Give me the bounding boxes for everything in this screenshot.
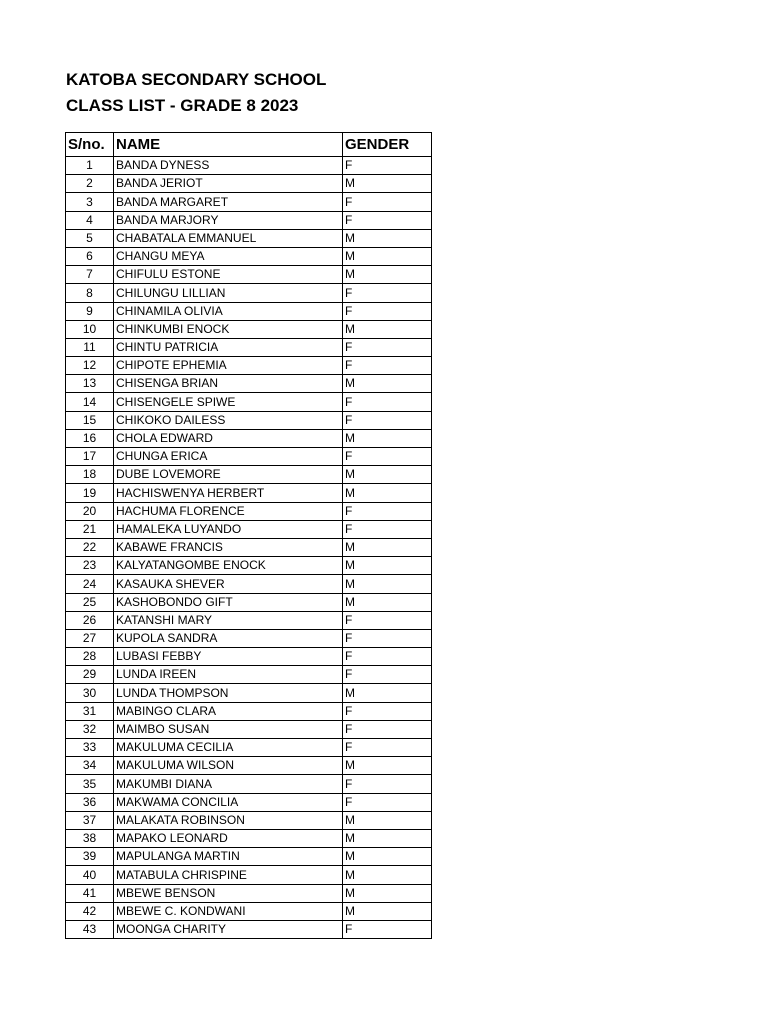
gender-cell: F [343,357,432,375]
gender-cell: M [343,557,432,575]
name-cell: CHINTU PATRICIA [114,338,343,356]
sno-cell: 35 [66,775,114,793]
gender-cell: M [343,684,432,702]
name-cell: CHANGU MEYA [114,247,343,265]
table-row [66,702,432,720]
name-cell: CHISENGA BRIAN [114,375,343,393]
gender-cell: F [343,611,432,629]
gender-cell: F [343,666,432,684]
table-header-row [66,133,432,157]
table-row [66,429,432,447]
table-row [66,320,432,338]
name-cell: MAKWAMA CONCILIA [114,793,343,811]
sno-cell: 17 [66,448,114,466]
gender-cell: M [343,593,432,611]
gender-cell: M [343,375,432,393]
name-cell: MALAKATA ROBINSON [114,811,343,829]
table-row [66,684,432,702]
name-cell: CHIKOKO DAILESS [114,411,343,429]
column-header-gender: GENDER [343,133,432,157]
table-row [66,393,432,411]
gender-cell: M [343,757,432,775]
name-cell: BANDA MARGARET [114,193,343,211]
table-row [66,175,432,193]
name-cell: KABAWE FRANCIS [114,538,343,556]
table-row [66,266,432,284]
name-cell: MATABULA CHRISPINE [114,866,343,884]
name-cell: CHINAMILA OLIVIA [114,302,343,320]
gender-cell: F [343,302,432,320]
table-row [66,757,432,775]
gender-cell: F [343,448,432,466]
sno-cell: 37 [66,811,114,829]
gender-cell: M [343,484,432,502]
gender-cell: F [343,211,432,229]
sno-cell: 22 [66,538,114,556]
sno-cell: 41 [66,884,114,902]
table-row [66,284,432,302]
table-row [66,466,432,484]
table-body [66,157,432,939]
gender-cell: F [343,793,432,811]
table-row [66,502,432,520]
sno-cell: 6 [66,247,114,265]
table-row [66,520,432,538]
name-cell: BANDA DYNESS [114,157,343,175]
name-cell: CHABATALA EMMANUEL [114,229,343,247]
name-cell: LUBASI FEBBY [114,648,343,666]
gender-cell: F [343,520,432,538]
name-cell: LUNDA THOMPSON [114,684,343,702]
name-cell: CHIPOTE EPHEMIA [114,357,343,375]
table-row [66,157,432,175]
table-row [66,357,432,375]
sno-cell: 20 [66,502,114,520]
name-cell: MABINGO CLARA [114,702,343,720]
sno-cell: 28 [66,648,114,666]
gender-cell: F [343,648,432,666]
gender-cell: M [343,466,432,484]
name-cell: KATANSHI MARY [114,611,343,629]
table-row [66,484,432,502]
sno-cell: 25 [66,593,114,611]
table-row [66,666,432,684]
sno-cell: 26 [66,611,114,629]
name-cell: KUPOLA SANDRA [114,629,343,647]
sno-cell: 16 [66,429,114,447]
table-row [66,884,432,902]
table-row [66,229,432,247]
gender-cell: F [343,193,432,211]
sno-cell: 42 [66,902,114,920]
table-row [66,193,432,211]
gender-cell: M [343,884,432,902]
gender-cell: F [343,775,432,793]
sno-cell: 14 [66,393,114,411]
name-cell: KALYATANGOMBE ENOCK [114,557,343,575]
gender-cell: F [343,739,432,757]
column-header-sno: S/no. [66,133,114,157]
table-row [66,211,432,229]
sno-cell: 32 [66,720,114,738]
gender-cell: F [343,702,432,720]
gender-cell: M [343,866,432,884]
name-cell: MAPAKO LEONARD [114,829,343,847]
name-cell: KASHOBONDO GIFT [114,593,343,611]
table-row [66,338,432,356]
sno-cell: 11 [66,338,114,356]
gender-cell: M [343,429,432,447]
name-cell: CHILUNGU LILLIAN [114,284,343,302]
sno-cell: 30 [66,684,114,702]
name-cell: CHIFULU ESTONE [114,266,343,284]
name-cell: MBEWE BENSON [114,884,343,902]
name-cell: DUBE LOVEMORE [114,466,343,484]
gender-cell: M [343,538,432,556]
name-cell: MAKULUMA CECILIA [114,739,343,757]
table-row [66,648,432,666]
sno-cell: 39 [66,848,114,866]
table-row [66,829,432,847]
name-cell: HAMALEKA LUYANDO [114,520,343,538]
gender-cell: M [343,575,432,593]
sno-cell: 31 [66,702,114,720]
sno-cell: 13 [66,375,114,393]
gender-cell: M [343,229,432,247]
school-name: KATOBA SECONDARY SCHOOL [66,70,327,89]
sno-cell: 5 [66,229,114,247]
sno-cell: 2 [66,175,114,193]
name-cell: MOONGA CHARITY [114,920,343,938]
gender-cell: F [343,411,432,429]
sno-cell: 19 [66,484,114,502]
name-cell: CHISENGELE SPIWE [114,393,343,411]
sno-cell: 12 [66,357,114,375]
class-list-table [65,132,432,939]
name-cell: LUNDA IREEN [114,666,343,684]
gender-cell: M [343,902,432,920]
gender-cell: M [343,175,432,193]
sno-cell: 33 [66,739,114,757]
sno-cell: 43 [66,920,114,938]
sno-cell: 7 [66,266,114,284]
name-cell: BANDA MARJORY [114,211,343,229]
name-cell: HACHISWENYA HERBERT [114,484,343,502]
table-row [66,557,432,575]
table-row [66,448,432,466]
table-row [66,739,432,757]
table-row [66,720,432,738]
sno-cell: 10 [66,320,114,338]
name-cell: MAPULANGA MARTIN [114,848,343,866]
sno-cell: 23 [66,557,114,575]
gender-cell: F [343,920,432,938]
sno-cell: 21 [66,520,114,538]
table-row [66,575,432,593]
table-row [66,811,432,829]
table-row [66,593,432,611]
name-cell: CHUNGA ERICA [114,448,343,466]
sno-cell: 29 [66,666,114,684]
sno-cell: 1 [66,157,114,175]
name-cell: MAKULUMA WILSON [114,757,343,775]
sno-cell: 18 [66,466,114,484]
sno-cell: 4 [66,211,114,229]
name-cell: CHINKUMBI ENOCK [114,320,343,338]
gender-cell: F [343,502,432,520]
sno-cell: 34 [66,757,114,775]
gender-cell: F [343,338,432,356]
table-row [66,775,432,793]
name-cell: BANDA JERIOT [114,175,343,193]
name-cell: MAIMBO SUSAN [114,720,343,738]
gender-cell: F [343,629,432,647]
title-block [66,67,666,119]
table-row [66,411,432,429]
gender-cell: F [343,720,432,738]
table-row [66,902,432,920]
table-row [66,375,432,393]
gender-cell: F [343,157,432,175]
sno-cell: 38 [66,829,114,847]
gender-cell: M [343,848,432,866]
table-row [66,302,432,320]
gender-cell: M [343,829,432,847]
sno-cell: 8 [66,284,114,302]
table-row [66,247,432,265]
gender-cell: M [343,266,432,284]
name-cell: MBEWE C. KONDWANI [114,902,343,920]
sno-cell: 36 [66,793,114,811]
gender-cell: M [343,247,432,265]
table-row [66,920,432,938]
name-cell: HACHUMA FLORENCE [114,502,343,520]
sno-cell: 40 [66,866,114,884]
list-title: CLASS LIST - GRADE 8 2023 [66,96,299,115]
table-row [66,793,432,811]
gender-cell: F [343,393,432,411]
gender-cell: M [343,811,432,829]
sno-cell: 3 [66,193,114,211]
gender-cell: F [343,284,432,302]
sno-cell: 9 [66,302,114,320]
sno-cell: 15 [66,411,114,429]
name-cell: KASAUKA SHEVER [114,575,343,593]
table-row [66,629,432,647]
gender-cell: M [343,320,432,338]
table-row [66,848,432,866]
name-cell: MAKUMBI DIANA [114,775,343,793]
column-header-name: NAME [114,133,343,157]
table-row [66,866,432,884]
sno-cell: 24 [66,575,114,593]
sno-cell: 27 [66,629,114,647]
table-row [66,611,432,629]
table-row [66,538,432,556]
name-cell: CHOLA EDWARD [114,429,343,447]
